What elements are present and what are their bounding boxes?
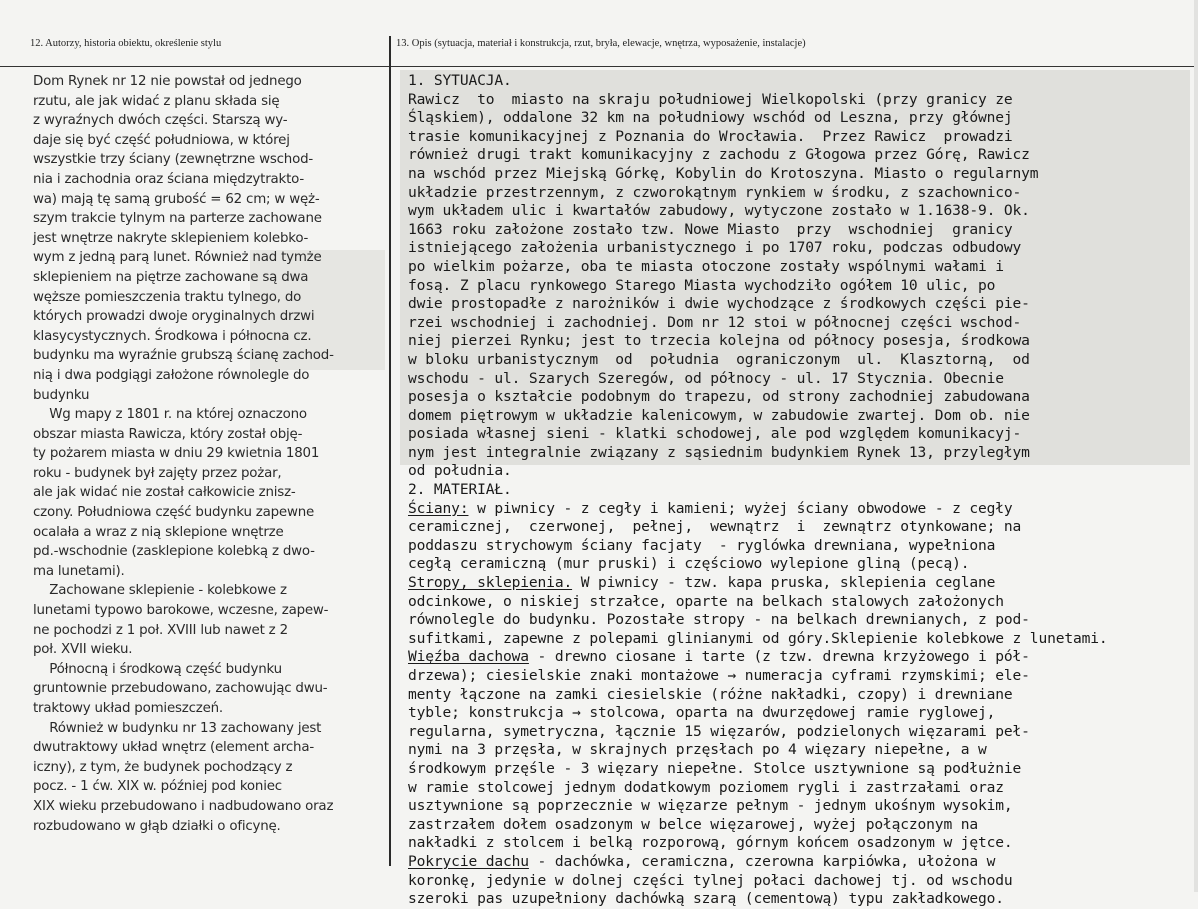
description-text-line <box>408 239 1183 258</box>
description-text-line <box>408 500 1183 519</box>
description-text: niej pierzei Rynku; jest to trzecia kolejna od północy posesja, środkowa <box>408 332 1030 350</box>
description-text-line <box>408 890 1183 909</box>
description-text-line <box>408 202 1183 221</box>
description-text-line <box>408 332 1183 351</box>
description-text-line <box>408 555 1183 574</box>
description-text: układzie przestrzennym, z czworokątnym rynkiem w środku, z szachownico- <box>408 183 1022 201</box>
history-text-line: czony. Południowa część budynku zapewne <box>33 505 315 521</box>
description-text: poddaszu strychowym ściany facjaty - ryglówka drewniana, wypełniona <box>408 536 996 554</box>
history-text-line: lunetami typowo barokowe, wczesne, zapew- <box>33 603 329 619</box>
history-text-line: budynku ma wyraźnie grubszą ścianę zachod- <box>33 348 334 364</box>
scan-edge <box>1194 0 1198 892</box>
description-text-line <box>408 314 1183 333</box>
history-text-line: ocalała a wraz z nią sklepione wnętrze <box>33 524 284 540</box>
description-text: 2. MATERIAŁ. <box>408 481 512 499</box>
history-text-line: XIX wieku przebudowano i nadbudowano oraz <box>33 798 334 814</box>
description-text-line <box>408 648 1183 667</box>
description-text-line <box>408 128 1183 147</box>
description-text: menty łączone na zamki ciesielskie (różne nakładki, czopy) i drewniane <box>408 685 1013 703</box>
description-text: dwie prostopadłe z narożników i dwie wychodzące z środkowych części pie- <box>408 295 1030 313</box>
description-text: W piwnicy - tzw. kapa pruska, sklepienia ceglane <box>572 574 996 592</box>
description-text: po wielkim pożarze, oba te miasta otoczone zostały wspólnymi wałami i <box>408 257 1004 275</box>
history-text-line: budynku <box>33 387 90 403</box>
description-text-line <box>408 388 1183 407</box>
description-text-line <box>408 370 1183 389</box>
history-text-line: których prowadzi dwoje oryginalnych drzwi <box>33 309 315 325</box>
description-text-line <box>408 481 1183 500</box>
description-text: wschodu - ul. Szarych Szeregów, od północy - ul. 17 Stycznia. Obecnie <box>408 369 1004 387</box>
description-text-line <box>408 462 1183 481</box>
description-text-line <box>408 518 1183 537</box>
history-text-line: iczny), z tym, że budynek pochodzący z <box>33 759 293 775</box>
description-text: nym jest integralnie związany z sąsiednim budynkiem Rynek 13, przyległym <box>408 443 1030 461</box>
section-label: Więźba dachowa <box>408 648 529 666</box>
description-text-line <box>408 295 1183 314</box>
description-text-line <box>408 816 1183 835</box>
description-text-line <box>408 537 1183 556</box>
history-text-line: sklepieniem na piętrze zachowane są dwa <box>33 269 309 285</box>
description-column <box>408 72 1183 909</box>
description-text-line <box>408 593 1183 612</box>
history-column <box>33 72 371 836</box>
description-text: koronkę, jedynie w dolnej części tylnej połaci dachowej tj. od wschodu <box>408 871 1013 889</box>
description-text: w piwnicy - z cegły i kamieni; wyżej ściany obwodowe - z cegły <box>468 499 1013 517</box>
history-text-line: poł. XVII wieku. <box>33 642 133 658</box>
section-label: Stropy, sklepienia. <box>408 574 573 592</box>
description-text-line <box>408 872 1183 891</box>
description-text: równolegle do budynku. Pozostałe stropy - na belkach drewnianych, z pod- <box>408 611 1030 629</box>
description-text-line <box>408 425 1183 444</box>
history-text-line: klasycystycznych. Środkowa i północna cz. <box>33 328 312 344</box>
description-text: ceramicznej, czerwonej, pełnej, wewnątrz i zewnątrz otynkowane; na <box>408 518 1022 536</box>
description-text: drzewa); ciesielskie znaki montażowe → numeracja cyframi rzymskimi; ele- <box>408 667 1030 684</box>
description-text: nakładki z stolcem i belką rozporową, górnym końcem osadzonym w jętce. <box>408 834 1013 852</box>
description-text-line <box>408 221 1183 240</box>
description-text: szeroki pas uzupełniony dachówką szarą (cementową) typu zakładkowego. <box>408 890 1004 908</box>
history-text-line: szym trakcie tylnym na parterze zachowane <box>33 211 322 227</box>
description-text: fosą. Z placu rynkowego Starego Miasta wychodziło ogółem 10 ulic, po <box>408 276 996 294</box>
description-text-line <box>408 444 1183 463</box>
description-text: w bloku urbanistycznym od południa ograniczonym ul. Klasztorną, od <box>408 350 1030 368</box>
description-text: również drugi trakt komunikacyjny z zachodu z Głogowa przez Górę, Rawicz <box>408 146 1030 164</box>
description-text: tyble; konstrukcja → stolcowa, oparta na dwurzędowej ramie ryglowej, <box>408 704 996 722</box>
description-text: cegłą ceramiczną (mur pruski) i częściowo wylepione gliną (pecą). <box>408 555 970 573</box>
history-text-line: Północną i środkową część budynku <box>33 661 282 677</box>
description-text: Rawicz to miasto na skraju południowej Wielkopolski (przy granicy ze <box>408 90 1013 108</box>
history-text-line: ale jak widać nie został całkowicie znisz- <box>33 485 296 501</box>
description-text-line <box>408 779 1183 798</box>
history-text-line: obszar miasta Rawicza, który został obję- <box>33 426 303 442</box>
history-text-line: pocz. - 1 ćw. XIX w. później pod koniec <box>33 779 282 795</box>
description-text: Śląskiem), oddalone 32 km na południowy wschód od Leszna, przy głównej <box>408 109 1013 127</box>
description-text: posiada własnej sieni - klatki schodowej, ale pod względem komunikacyj- <box>408 425 1022 443</box>
header-rule <box>0 66 1198 67</box>
history-text-line: pd.-wschodnie (zasklepione kolebką z dwo- <box>33 544 315 560</box>
description-text: nymi na 3 przęsła, w skrajnych przęsłach po 4 więzary niepełne, a w <box>408 741 987 759</box>
description-text-line <box>408 704 1183 723</box>
description-text: - dachówka, ceramiczna, czerowna karpiówka, ułożona w <box>528 852 996 870</box>
description-text: 1. SYTUACJA. <box>408 72 512 89</box>
section-13-header: 13. Opis (sytuacja, materiał i konstrukcja, rzut, bryła, elewacje, wnętrza, wyposażenie, instalacje) <box>396 38 806 49</box>
description-text: na wschód przez Miejską Górkę, Kobylin do Krotoszyna. Miasto o regularnym <box>408 164 1039 182</box>
description-text: w ramie stolcowej jednym dodatkowym poziomem rygli i zastrzałami oraz <box>408 778 1004 796</box>
description-text-line <box>408 741 1183 760</box>
description-text-line <box>408 686 1183 705</box>
description-text-line <box>408 91 1183 110</box>
history-text-line: wszystkie trzy ściany (zewnętrzne wschod- <box>33 152 314 168</box>
description-text: sufitkami, zapewne z polepami glinianymi od góry.Sklepienie kolebkowe z lunetami. <box>408 629 1108 647</box>
description-text-line <box>408 277 1183 296</box>
description-text-line <box>408 72 1183 91</box>
history-text-line: węższe pomieszczenia traktu tylnego, do <box>33 289 302 305</box>
description-text-line <box>408 165 1183 184</box>
description-text: zastrzałem dołem osadzonym w belce więzarowej, wyżej połączonym na <box>408 815 978 833</box>
description-text-line <box>408 407 1183 426</box>
description-text: odcinkowe, o niskiej strzałce, oparte na belkach stalowych założonych <box>408 592 1004 610</box>
description-text-line <box>408 760 1183 779</box>
history-text-line: Również w budynku nr 13 zachowany jest <box>33 720 322 736</box>
description-text: 1663 roku założone zostało tzw. Nowe Miasto przy wschodniej granicy <box>408 220 1013 238</box>
history-text-line: nia i zachodnia oraz ściana międzytrakto- <box>33 171 304 187</box>
description-text: od południa. <box>408 462 512 480</box>
history-text-line: roku - budynek był zajęty przez pożar, <box>33 465 282 481</box>
description-text: środkowym przęśle - 3 więzary niepełne. Stolce usztywnione są podłużnie <box>408 759 1022 777</box>
column-divider <box>389 36 391 866</box>
description-text-line <box>408 797 1183 816</box>
history-text-line: traktowy układ pomieszczeń. <box>33 701 223 716</box>
description-text-line <box>408 667 1183 686</box>
history-text-line: Dom Rynek nr 12 nie powstał od jednego <box>33 74 302 89</box>
description-text: regularna, symetryczna, łącznie 15 więzarów, podzielonych więzarami peł- <box>408 722 1030 740</box>
description-text: trasie komunikacyjnej z Poznania do Wrocławia. Przez Rawicz prowadzi <box>408 127 1013 145</box>
description-text-line <box>408 574 1183 593</box>
history-text-line: rzutu, ale jak widać z planu składa się <box>33 93 280 109</box>
history-text-line: ty pożarem miasta w dniu 29 kwietnia 1801 <box>33 446 320 462</box>
description-text-line <box>408 146 1183 165</box>
description-text-line <box>408 258 1183 277</box>
description-text-line <box>408 834 1183 853</box>
description-text-line <box>408 109 1183 128</box>
history-text-line: Wg mapy z 1801 r. na której oznaczono <box>33 407 307 423</box>
section-label: Pokrycie dachu <box>408 852 529 870</box>
description-text-line <box>408 630 1183 649</box>
history-text-line: z wyraźnych dwóch części. Starszą wy- <box>33 113 288 129</box>
description-text-line <box>408 853 1183 872</box>
section-label: Ściany: <box>408 499 469 517</box>
history-text-line: gruntownie przebudowano, zachowując dwu- <box>33 681 328 697</box>
history-text-line: dwutraktowy układ wnętrz (element archa- <box>33 740 314 756</box>
history-text-line: daje się być część południowa, w której <box>33 132 290 148</box>
description-text: istniejącego założenia urbanistycznego i po 1707 roku, podczas odbudowy <box>408 239 1022 257</box>
section-12-header: 12. Autorzy, historia obiektu, określenie stylu <box>30 38 222 49</box>
description-text: domem piętrowym w układzie kalenicowym, w zabudowie zwartej. Dom ob. nie <box>408 406 1030 424</box>
history-text-line: nią i dwa podgiągi założone równolegle do <box>33 367 310 383</box>
history-text-line: jest wnętrze nakryte sklepieniem kolebko- <box>33 230 309 246</box>
description-text-line <box>408 723 1183 742</box>
description-text: posesja o kształcie podobnym do trapezu, od strony zachodniej zabudowana <box>408 388 1030 406</box>
description-text: - drewno ciosane i tarte (z tzw. drewna krzyżowego i pół- <box>528 648 1030 666</box>
description-text-line <box>408 351 1183 370</box>
description-text: usztywnione są poprzecznie w więzarze pełnym - jednym ukośnym wysokim, <box>408 797 1013 815</box>
history-text-line: wa) mają tę samą grubość = 62 cm; w węż- <box>33 191 320 207</box>
history-text-line: Zachowane sklepienie - kolebkowe z <box>33 583 287 599</box>
description-text-line <box>408 611 1183 630</box>
history-text-line: ne pochodzi z 1 poł. XVIII lub nawet z 2 <box>33 622 288 638</box>
history-text-line: ma lunetami). <box>33 563 125 579</box>
history-text-line: rozbudowano w głąb działki o oficynę. <box>33 818 281 834</box>
description-text: rzei wschodniej i zachodniej. Dom nr 12 stoi w północnej części wschod- <box>408 313 1022 331</box>
history-text-line: wym z jedną parą lunet. Również nad tymże <box>33 250 322 266</box>
description-text: wym układem ulic i kwartałów zabudowy, wytyczone zostało w 1.1638-9. Ok. <box>408 202 1030 220</box>
description-text-line <box>408 184 1183 203</box>
